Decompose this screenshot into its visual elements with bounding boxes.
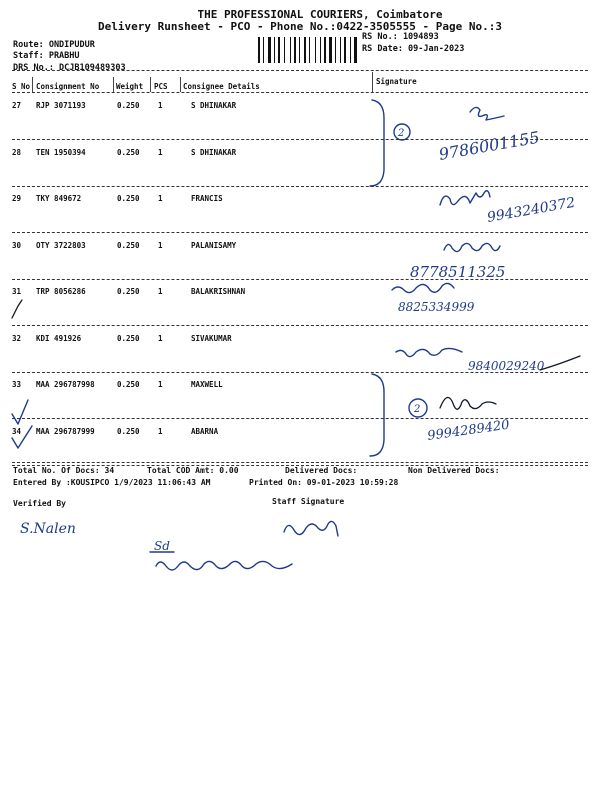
row-sno: 27 — [12, 101, 22, 110]
row-weight: 0.250 — [117, 334, 140, 343]
row-weight: 0.250 — [117, 380, 140, 389]
rs-date: RS Date: 09-Jan-2023 — [362, 44, 465, 54]
row-weight: 0.250 — [117, 427, 140, 436]
runsheet-title: Delivery Runsheet - PCO - Phone No.:0422-3505555 - Page No.:3 — [98, 20, 502, 33]
row-consignment: KDI 491926 — [36, 334, 82, 343]
bracket-mark — [370, 100, 384, 186]
row-consignment: MAA 296787999 — [36, 427, 95, 436]
signature-scribble — [156, 561, 292, 570]
row-consignment: TEN 1950394 — [36, 148, 86, 157]
row-consignment: TKY 849672 — [36, 194, 82, 203]
signature-scribble — [440, 397, 496, 409]
sig-mark-1: 2 — [398, 128, 405, 139]
col-weight: Weight — [116, 82, 144, 91]
col-details: Consignee Details — [183, 82, 260, 91]
row-sno: 34 — [12, 427, 22, 436]
non-delivered-docs: Non Delivered Docs: — [408, 466, 500, 475]
row-sno: 28 — [12, 148, 22, 157]
drs-number: DRS No.: DCJB109489303 — [13, 63, 126, 73]
col-signature: Signature — [376, 77, 417, 86]
row-weight: 0.250 — [117, 101, 140, 110]
rs-number: RS No.: 1094893 — [362, 32, 439, 42]
signature-scribble — [396, 348, 462, 356]
printed-on: Printed On: 09-01-2023 10:59:28 — [249, 478, 399, 487]
row-weight: 0.250 — [117, 287, 140, 296]
row-sno: 31 — [12, 287, 22, 296]
row-sno: 29 — [12, 194, 22, 203]
row-weight: 0.250 — [117, 194, 140, 203]
phone-4: 8825334999 — [398, 300, 475, 314]
row-consignee: SIVAKUMAR — [191, 334, 232, 343]
extra-signature: Sd — [154, 539, 170, 553]
signature-scribble — [392, 283, 454, 292]
phone-2: 9943240372 — [485, 194, 577, 226]
row-consignment: TRP 8056286 — [36, 287, 86, 296]
entered-by: Entered By :KOUSIPCO 1/9/2023 11:06:43 AM — [13, 478, 211, 487]
tick-mark — [12, 426, 32, 448]
total-docs: Total No. Of Docs: 34 — [13, 466, 115, 475]
row-weight: 0.250 — [117, 148, 140, 157]
col-sno: S No — [12, 82, 31, 91]
col-consignment: Consignment No — [36, 82, 100, 91]
row-consignee: BALAKRISHNAN — [191, 287, 246, 296]
row-pcs: 1 — [158, 101, 163, 110]
row-pcs: 1 — [158, 334, 163, 343]
row-pcs: 1 — [158, 380, 163, 389]
signature-scribble — [444, 243, 500, 251]
phone-6: 9994289420 — [426, 417, 511, 444]
tick-mark — [12, 400, 28, 424]
staff-signature-label: Staff Signature — [272, 497, 345, 506]
verified-by-label: Verified By — [13, 499, 66, 508]
row-consignment: OTY 3722803 — [36, 241, 86, 250]
delivered-docs: Delivered Docs: — [285, 466, 358, 475]
underline-stroke — [540, 356, 580, 370]
row-pcs: 1 — [158, 427, 163, 436]
row-pcs: 1 — [158, 241, 163, 250]
row-consignee: MAXWELL — [191, 380, 223, 389]
sig-mark-2: 2 — [414, 404, 421, 415]
row-sno: 32 — [12, 334, 22, 343]
phone-5: 9840029240 — [468, 359, 545, 373]
row-consignment: MAA 296787998 — [36, 380, 95, 389]
row-sno: 33 — [12, 380, 22, 389]
row-weight: 0.250 — [117, 241, 140, 250]
row-consignee: ABARNA — [191, 427, 219, 436]
row-pcs: 1 — [158, 287, 163, 296]
phone-1: 9786001155 — [437, 127, 541, 164]
col-pcs: PCS — [154, 82, 168, 91]
row-consignee: S DHINAKAR — [191, 148, 237, 157]
phone-3: 8778511325 — [410, 263, 506, 281]
signature-scribble — [470, 107, 504, 120]
row-pcs: 1 — [158, 194, 163, 203]
row-consignee: S DHINAKAR — [191, 101, 237, 110]
bracket-mark — [370, 374, 384, 456]
row-pcs: 1 — [158, 148, 163, 157]
signature-scribble — [440, 191, 490, 205]
staff: Staff: PRABHU — [13, 51, 80, 61]
row-consignee: PALANISAMY — [191, 241, 237, 250]
staff-signature — [284, 521, 338, 536]
tick-mark — [12, 300, 22, 318]
company-name: THE PROFESSIONAL COURIERS, Coimbatore — [197, 8, 443, 21]
row-consignment: RJP 3071193 — [36, 101, 86, 110]
row-sno: 30 — [12, 241, 22, 250]
row-consignee: FRANCIS — [191, 194, 223, 203]
route: Route: ONDIPUDUR — [13, 40, 95, 50]
total-cod: Total COD Amt: 0.00 — [147, 466, 239, 475]
verified-signature: S.Nalen — [20, 521, 76, 537]
